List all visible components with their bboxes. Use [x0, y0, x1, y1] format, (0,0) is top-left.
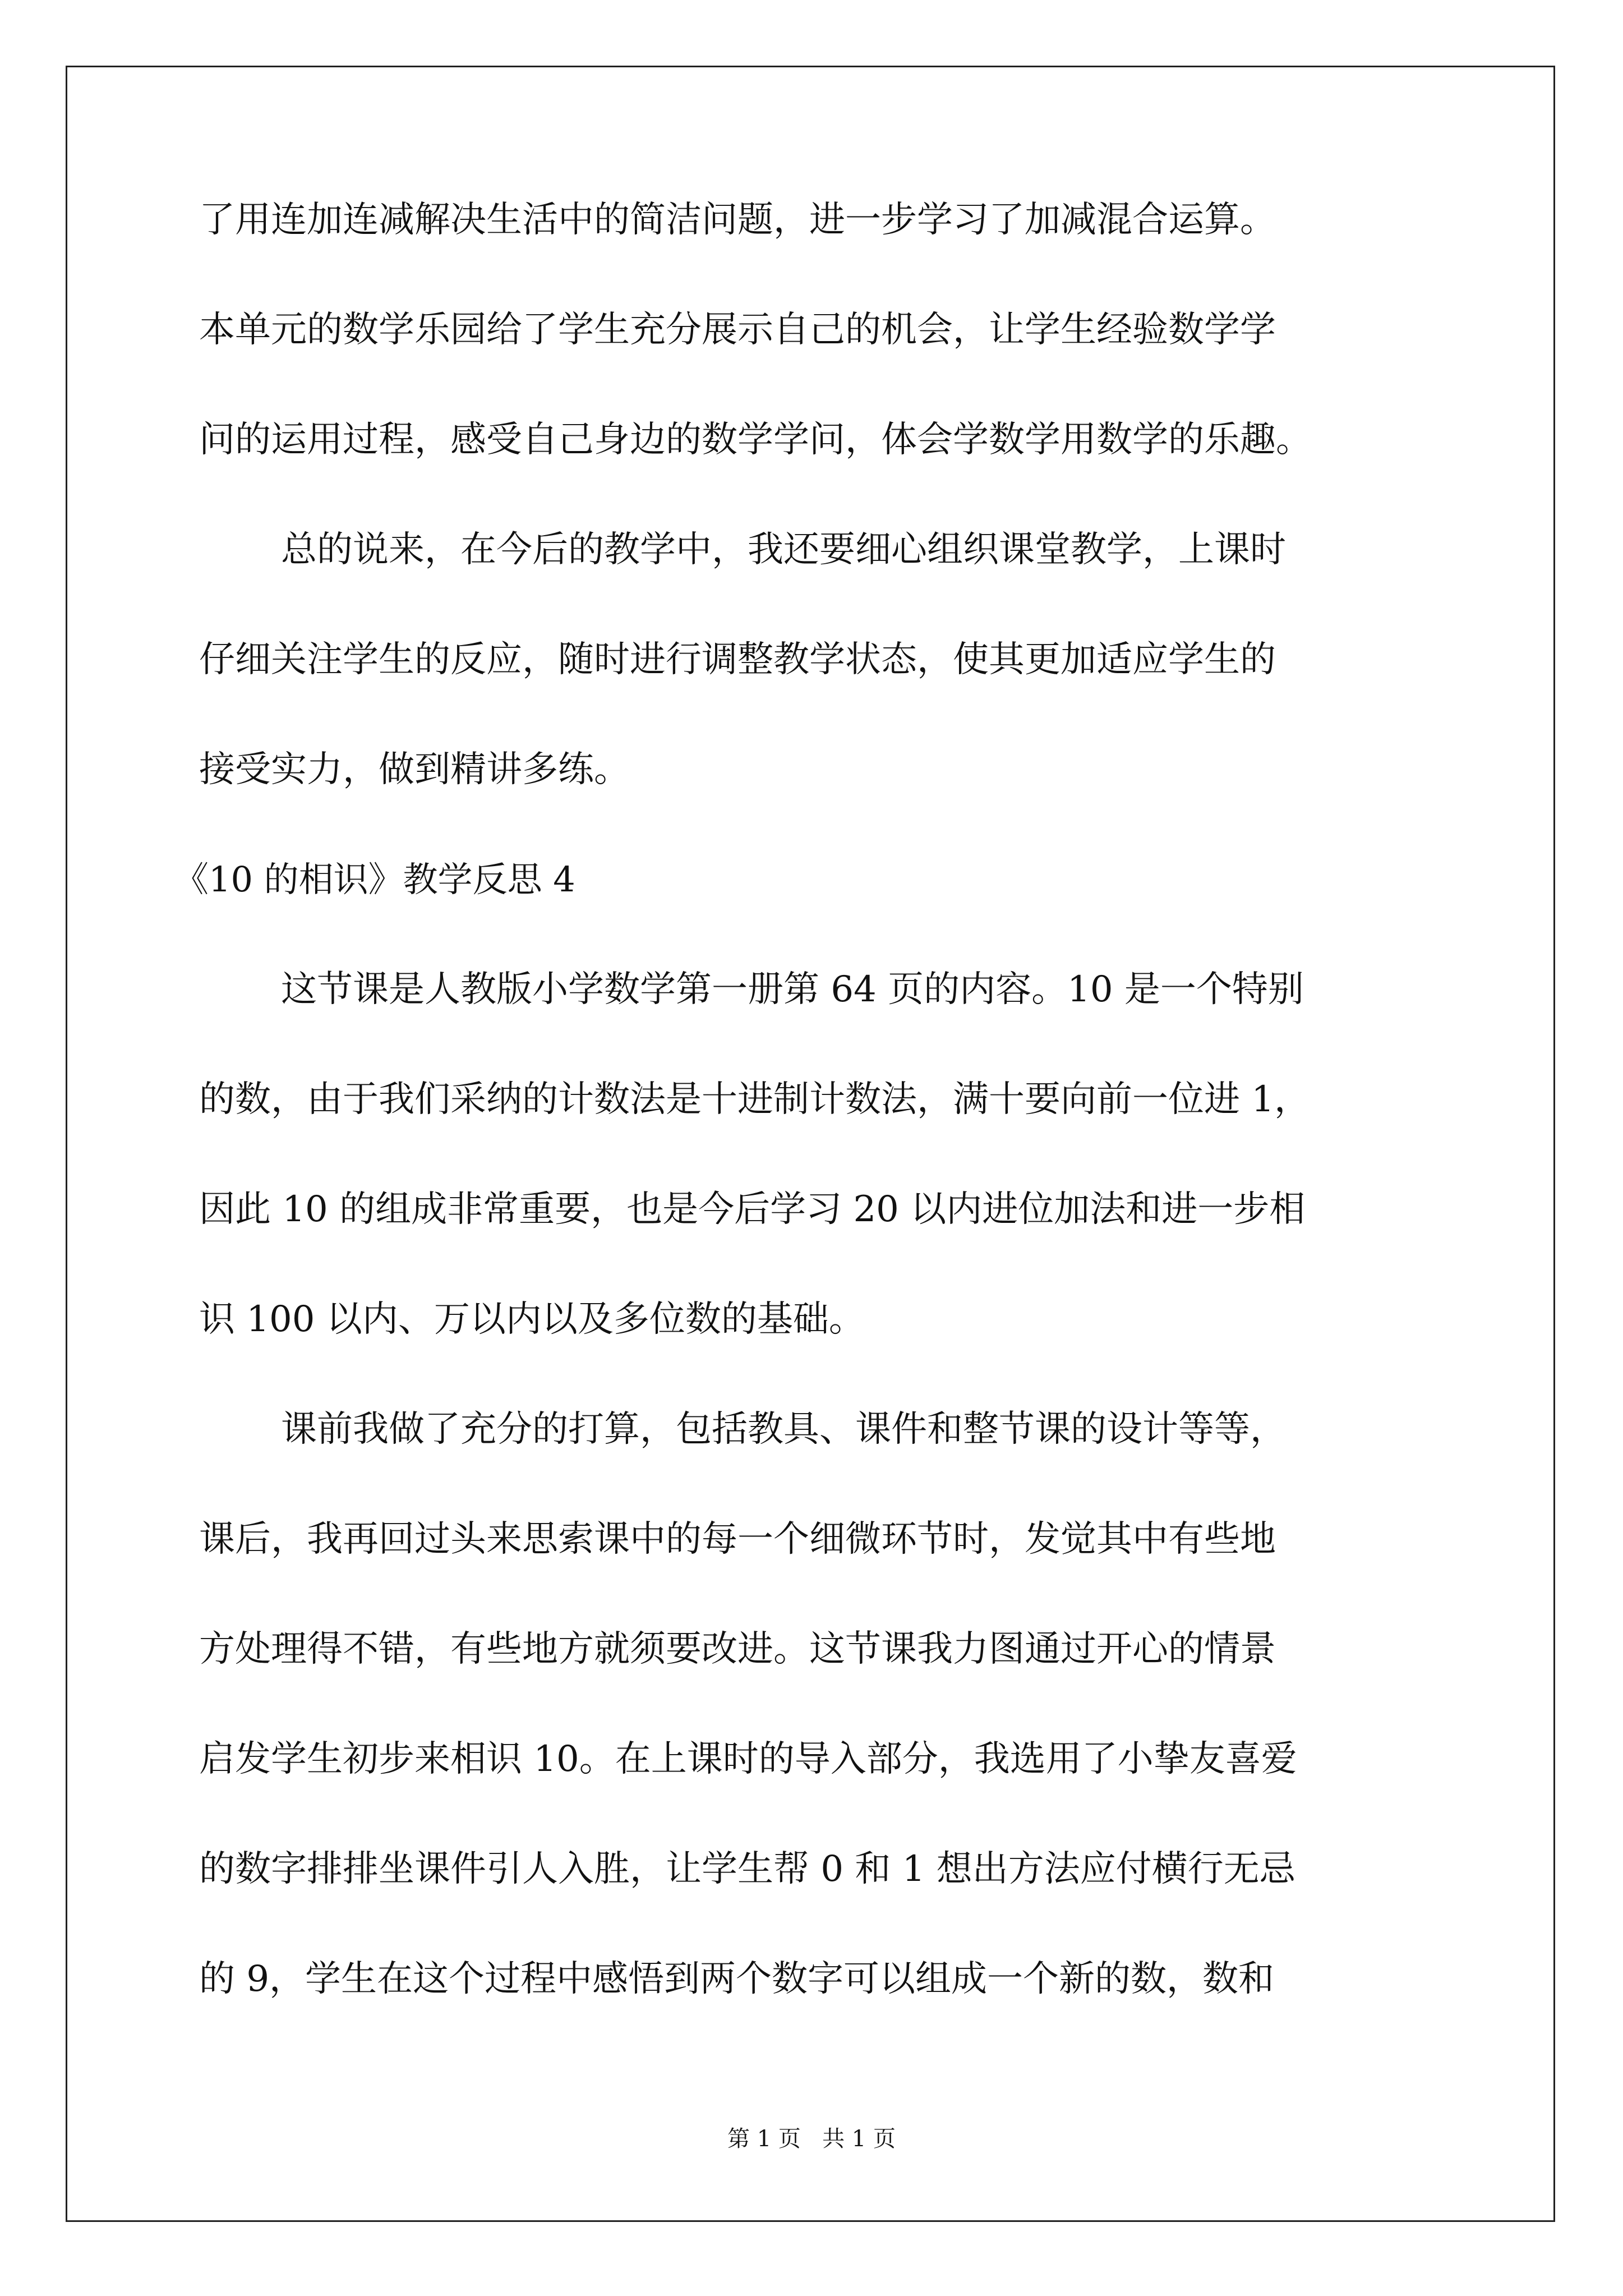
- text-line: 方处理得不错，有些地方就须要改进。这节课我力图通过开心的情景: [199, 1628, 1276, 1670]
- paragraph-start-line: 这节课是人教版小学数学第一册第 64 页的内容。10 是一个特别: [281, 969, 1304, 1010]
- text-line: 接受实力，做到精讲多练。: [199, 749, 630, 790]
- text-line: 因此 10 的组成非常重要，也是今后学习 20 以内进位加法和进一步相: [199, 1189, 1306, 1230]
- text-line: 的数，由于我们采纳的计数法是十进制计数法，满十要向前一位进 1，: [199, 1079, 1311, 1120]
- text-line: 了用连加连减解决生活中的简洁问题，进一步学习了加减混合运算。: [199, 199, 1276, 241]
- text-line: 的数字排排坐课件引人入胜，让学生帮 0 和 1 想出方法应付横行无忌: [199, 1848, 1295, 1890]
- text-line: 的 9，学生在这个过程中感悟到两个数字可以组成一个新的数，数和: [199, 1958, 1275, 2000]
- text-line: 仔细关注学生的反应，随时进行调整教学状态，使其更加适应学生的: [199, 639, 1276, 680]
- text-line: 问的运用过程，感受自己身边的数学学问，体会学数学用数学的乐趣。: [199, 419, 1312, 461]
- section-heading: 《10 的相识》教学反思 4: [174, 859, 575, 900]
- text-line: 启发学生初步来相识 10。在上课时的导入部分，我选用了小挚友喜爱: [199, 1738, 1297, 1780]
- text-line: 识 100 以内、万以内以及多位数的基础。: [199, 1299, 865, 1340]
- page-footer: 第 1 页 共 1 页: [727, 2126, 896, 2152]
- page-border: [66, 66, 1555, 2222]
- paragraph-start-line: 总的说来，在今后的教学中，我还要细心组织课堂教学，上课时: [281, 529, 1286, 570]
- paragraph-start-line: 课前我做了充分的打算，包括教具、课件和整节课的设计等等，: [281, 1409, 1286, 1450]
- text-line: 课后，我再回过头来思索课中的每一个细微环节时，发觉其中有些地: [199, 1519, 1276, 1560]
- text-line: 本单元的数学乐园给了学生充分展示自己的机会，让学生经验数学学: [199, 309, 1276, 351]
